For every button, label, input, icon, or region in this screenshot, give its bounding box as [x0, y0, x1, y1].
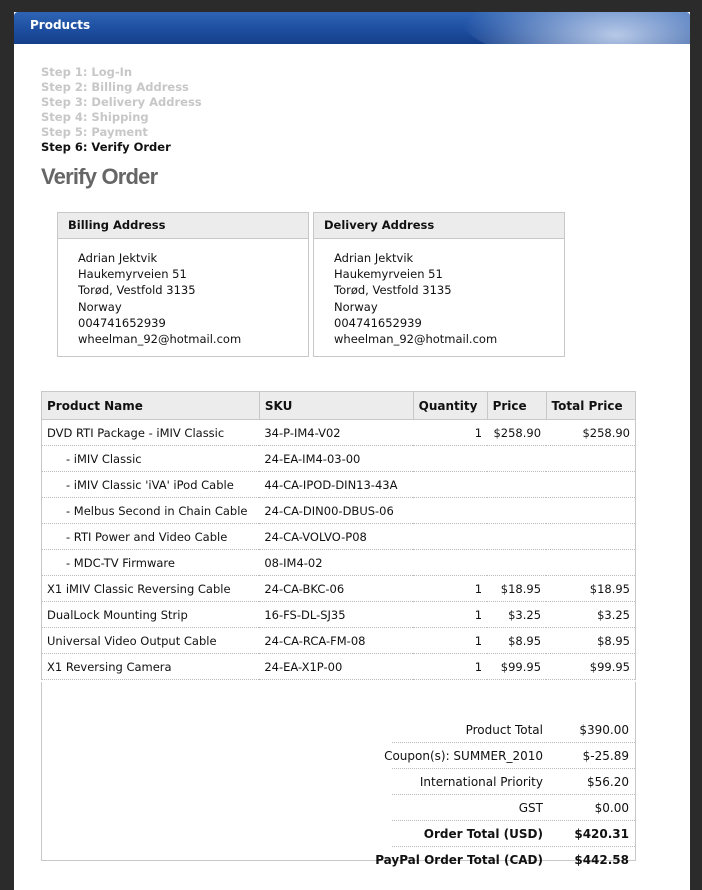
billing-address-body [58, 239, 308, 347]
cell-price: $258.90 [487, 420, 546, 446]
table-row [42, 472, 636, 498]
cell-quantity [413, 498, 487, 524]
totals-label: Product Total [465, 723, 543, 737]
totals-row [42, 848, 635, 873]
billing-street: Haukemyrveien 51 [78, 267, 187, 282]
billing-address-box [57, 212, 309, 357]
cell-total-price [546, 472, 635, 498]
totals-divider [392, 820, 635, 821]
checkout-steps [41, 65, 202, 155]
cell-product-name: DVD RTI Package - iMIV Classic [42, 420, 260, 446]
totals-row [42, 744, 635, 769]
billing-phone: 004741652939 [78, 315, 166, 330]
step-log-in: Step 1: Log-In [41, 65, 133, 79]
cell-total-price: $99.95 [546, 654, 635, 680]
titlebar-swoosh-decoration [460, 12, 690, 44]
window-titlebar [14, 12, 690, 44]
delivery-phone: 004741652939 [334, 315, 422, 330]
totals-label: PayPal Order Total (CAD) [375, 853, 543, 867]
cell-product-name: - MDC-TV Firmware [42, 550, 260, 576]
totals-divider [392, 742, 635, 743]
cell-quantity [413, 550, 487, 576]
table-row [42, 550, 636, 576]
col-product-name: Product Name [42, 392, 260, 420]
cell-quantity: 1 [413, 602, 487, 628]
step-verify-order: Step 6: Verify Order [41, 140, 171, 154]
delivery-address-heading: Delivery Address [314, 213, 564, 239]
cell-product-name: X1 Reversing Camera [42, 654, 260, 680]
cell-price [487, 472, 546, 498]
cell-total-price [546, 446, 635, 472]
cell-product-name: - RTI Power and Video Cable [42, 524, 260, 550]
totals-value: $390.00 [579, 723, 629, 737]
cell-price [487, 446, 546, 472]
cell-quantity [413, 524, 487, 550]
cell-sku: 24-CA-VOLVO-P08 [259, 524, 413, 550]
cell-quantity: 1 [413, 628, 487, 654]
cell-total-price: $18.95 [546, 576, 635, 602]
cell-product-name: - iMIV Classic [42, 446, 260, 472]
totals-value: $442.58 [574, 853, 629, 867]
table-row [42, 602, 636, 628]
order-items-table [41, 391, 636, 680]
cell-product-name: - iMIV Classic 'iVA' iPod Cable [42, 472, 260, 498]
cell-product-name: DualLock Mounting Strip [42, 602, 260, 628]
cell-sku: 24-EA-IM4-03-00 [259, 446, 413, 472]
totals-value: $0.00 [594, 801, 629, 815]
table-row [42, 576, 636, 602]
delivery-country: Norway [334, 299, 378, 314]
delivery-address-box [313, 212, 565, 357]
cell-price [487, 498, 546, 524]
cell-price: $18.95 [487, 576, 546, 602]
delivery-address-body [314, 239, 564, 347]
step-billing-address: Step 2: Billing Address [41, 80, 189, 94]
table-row [42, 446, 636, 472]
cell-sku: 24-CA-BKC-06 [259, 576, 413, 602]
cell-total-price: $8.95 [546, 628, 635, 654]
cell-quantity: 1 [413, 654, 487, 680]
order-totals [41, 682, 636, 867]
totals-value: $56.20 [587, 775, 629, 789]
table-header-row [42, 392, 636, 420]
billing-email: wheelman_92@hotmail.com [78, 332, 242, 347]
cell-sku: 24-CA-DIN00-DBUS-06 [259, 498, 413, 524]
col-sku: SKU [259, 392, 413, 420]
totals-row [42, 770, 635, 795]
totals-label: GST [518, 801, 543, 815]
totals-value: $-25.89 [582, 749, 629, 763]
cell-price [487, 550, 546, 576]
cell-total-price: $3.25 [546, 602, 635, 628]
totals-label: Order Total (USD) [423, 827, 543, 841]
delivery-name: Adrian Jektvik [334, 251, 414, 265]
cell-total-price [546, 550, 635, 576]
cell-quantity [413, 446, 487, 472]
billing-country: Norway [78, 299, 122, 314]
totals-divider [392, 794, 635, 795]
step-shipping: Step 4: Shipping [41, 110, 149, 124]
cell-product-name: X1 iMIV Classic Reversing Cable [42, 576, 260, 602]
delivery-city: Torød, Vestfold 3135 [334, 283, 452, 298]
delivery-email: wheelman_92@hotmail.com [334, 332, 498, 347]
totals-label: International Priority [419, 775, 543, 789]
col-total-price: Total Price [546, 392, 635, 420]
cell-total-price [546, 524, 635, 550]
cell-quantity [413, 472, 487, 498]
cell-product-name: Universal Video Output Cable [42, 628, 260, 654]
col-price: Price [487, 392, 546, 420]
cell-total-price [546, 498, 635, 524]
cell-total-price: $258.90 [546, 420, 635, 446]
billing-name: Adrian Jektvik [78, 251, 158, 265]
table-row [42, 628, 636, 654]
cell-sku: 44-CA-IPOD-DIN13-43A [259, 472, 413, 498]
totals-row [42, 718, 635, 743]
billing-city: Torød, Vestfold 3135 [78, 283, 196, 298]
cell-product-name: - Melbus Second in Chain Cable [42, 498, 260, 524]
delivery-street: Haukemyrveien 51 [334, 267, 443, 282]
cell-price: $3.25 [487, 602, 546, 628]
table-row [42, 654, 636, 680]
cell-price: $99.95 [487, 654, 546, 680]
cell-price [487, 524, 546, 550]
table-row [42, 420, 636, 446]
cell-sku: 24-EA-X1P-00 [259, 654, 413, 680]
page-title: Verify Order [41, 164, 158, 189]
cell-sku: 24-CA-RCA-FM-08 [259, 628, 413, 654]
totals-value: $420.31 [574, 827, 629, 841]
cell-price: $8.95 [487, 628, 546, 654]
col-quantity: Quantity [413, 392, 487, 420]
totals-row [42, 796, 635, 821]
cell-quantity: 1 [413, 576, 487, 602]
table-row [42, 498, 636, 524]
window-title: Products [30, 18, 91, 32]
totals-label: Coupon(s): SUMMER_2010 [384, 749, 543, 763]
step-delivery-address: Step 3: Delivery Address [41, 95, 202, 109]
totals-divider [392, 846, 635, 847]
cell-quantity: 1 [413, 420, 487, 446]
billing-address-heading: Billing Address [58, 213, 308, 239]
cell-sku: 16-FS-DL-SJ35 [259, 602, 413, 628]
cell-sku: 08-IM4-02 [259, 550, 413, 576]
totals-row [42, 822, 635, 847]
table-body [42, 420, 636, 680]
step-payment: Step 5: Payment [41, 125, 148, 139]
table-row [42, 524, 636, 550]
totals-divider [392, 768, 635, 769]
cell-sku: 34-P-IM4-V02 [259, 420, 413, 446]
